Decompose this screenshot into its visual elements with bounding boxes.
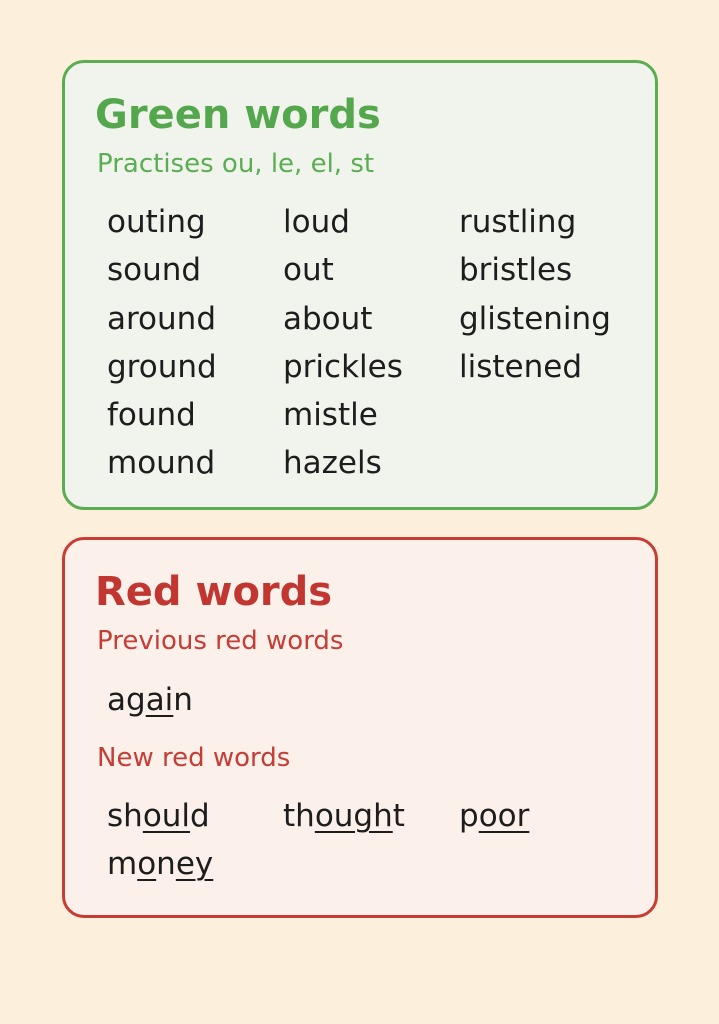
red-word: should [107,798,210,834]
green-word: loud [283,204,350,240]
red-word: thought [283,798,405,834]
green-word: bristles [459,252,573,288]
green-word: around [107,301,216,337]
green-word: mistle [283,397,378,433]
red-word: poor [459,798,530,834]
red-words-card [62,537,658,918]
green-word: out [283,252,334,288]
green-word: about [283,301,373,337]
red-words-title: Red words [95,569,333,615]
red-word: money [107,846,214,882]
green-word: rustling [459,204,577,240]
green-word: hazels [283,445,382,481]
green-word: glistening [459,301,611,337]
green-word: outing [107,204,206,240]
green-word: sound [107,252,202,288]
previous-red-words-label: Previous red words [97,626,344,656]
green-word: prickles [283,349,403,385]
green-words-title: Green words [95,92,381,138]
green-word: found [107,397,196,433]
green-words-card [62,60,658,510]
green-words-subtitle: Practises ou, le, el, st [97,149,375,179]
green-word: ground [107,349,217,385]
new-red-words-label: New red words [97,743,291,773]
red-word: again [107,682,193,718]
green-word: listened [459,349,583,385]
green-word: mound [107,445,216,481]
